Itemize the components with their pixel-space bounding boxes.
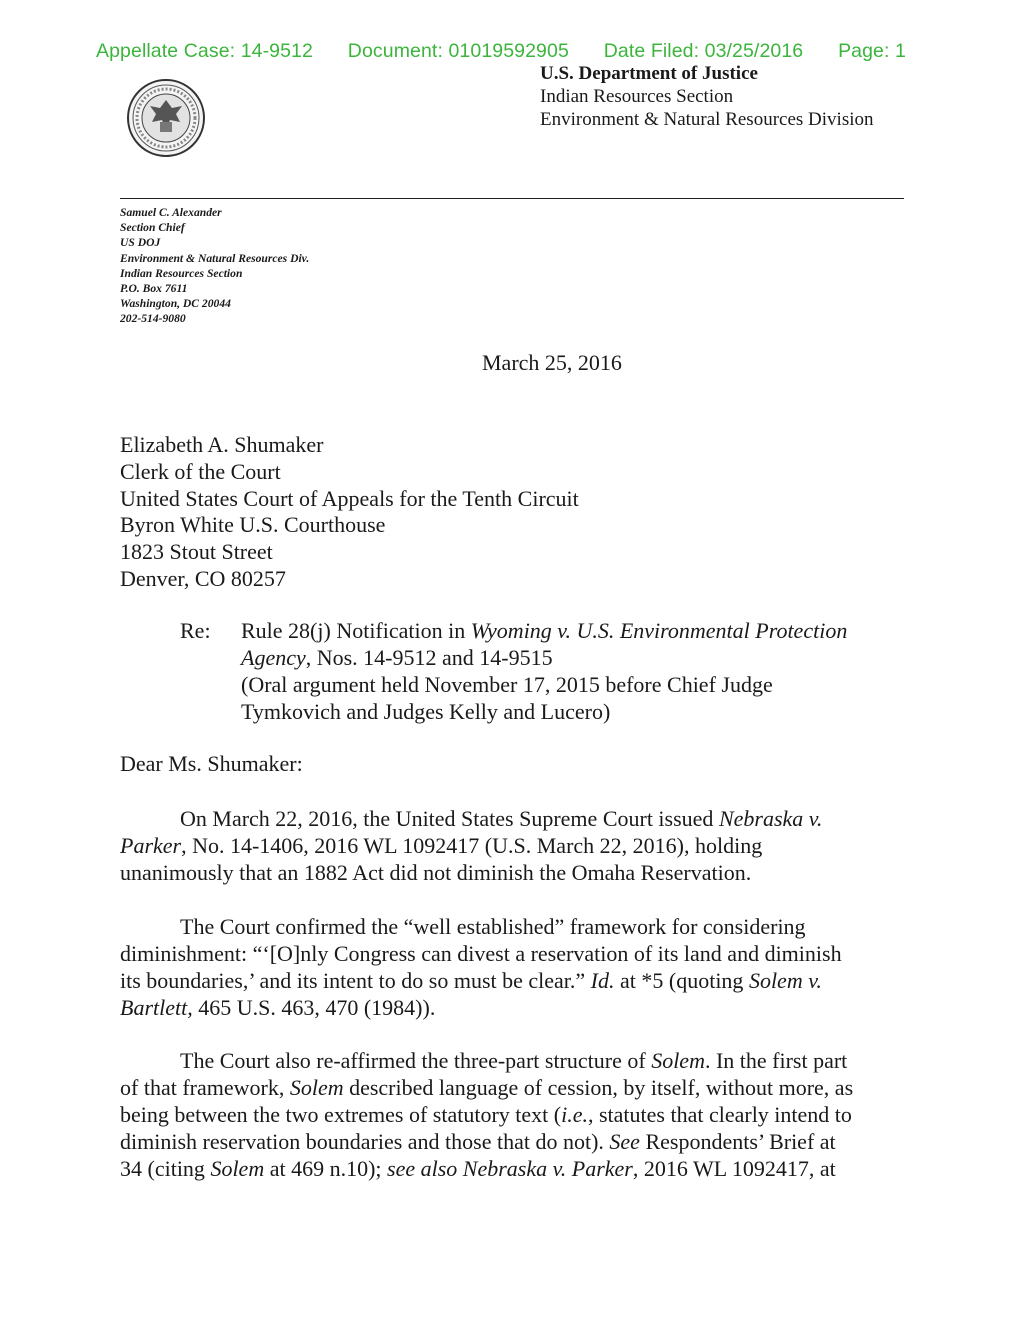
text: of that framework, (120, 1075, 290, 1100)
text: , No. 14-1406, 2016 WL 1092417 (U.S. March 22, 2016), holding (181, 833, 763, 858)
text: unanimously that an 1882 Act did not diminish the Omaha Reservation. (120, 860, 752, 885)
text: 34 (citing (120, 1156, 211, 1181)
sender-phone: 202-514-9080 (120, 312, 186, 326)
citation: See (609, 1129, 640, 1154)
sender-city: Washington, DC 20044 (120, 297, 231, 311)
sender-box: P.O. Box 7611 (120, 282, 188, 296)
doj-seal-icon (126, 78, 206, 158)
text: its boundaries,’ and its intent to do so must be clear.” (120, 968, 591, 993)
citation: Bartlett, (120, 995, 193, 1020)
case-name-cont: Agency (241, 645, 306, 670)
citation: Nebraska v. (718, 806, 823, 831)
text: , statutes that clearly intend to (587, 1102, 852, 1127)
section-name: Indian Resources Section (540, 86, 734, 107)
citation: Solem (651, 1048, 705, 1073)
date-filed: Date Filed: 03/25/2016 (603, 40, 804, 62)
re-text: Rule 28(j) Notification in (241, 618, 471, 643)
citation: Parker (120, 833, 182, 858)
text: at 469 n.10); (264, 1156, 388, 1181)
recipient-court: United States Court of Appeals for the Tenth Circuit (120, 485, 579, 511)
sender-name: Samuel C. Alexander (120, 206, 222, 219)
body-paragraph (120, 913, 910, 1021)
re-label: Re: (180, 618, 211, 643)
document-number: Document: 01019592905 (347, 40, 569, 62)
division-name: Environment & Natural Resources Division (540, 109, 874, 130)
citation: see also Nebraska v. Parker (387, 1156, 633, 1181)
text: being between the two extremes of statutory text ( (120, 1102, 562, 1127)
body-paragraph (120, 805, 910, 886)
case-name: Wyoming v. U.S. Environmental Protection (470, 618, 848, 643)
text: diminish reservation boundaries and those that do not). (120, 1129, 610, 1154)
sender-division: Environment & Natural Resources Div. (120, 251, 310, 265)
recipient-street: 1823 Stout Street (120, 539, 273, 565)
text: . In the first part (704, 1048, 848, 1073)
text: diminishment: “‘[O]nly Congress can divest a reservation of its land and diminish (120, 941, 842, 966)
citation: Solem (210, 1156, 265, 1181)
text: 465 U.S. 463, 470 (1984)). (192, 995, 436, 1020)
filing-header (96, 40, 906, 63)
text: On March 22, 2016, the United States Supreme Court issued (180, 806, 719, 831)
text: at *5 (quoting (614, 968, 749, 993)
citation: Solem (289, 1075, 344, 1100)
agency-block (540, 62, 874, 131)
text: The Court confirmed the “well established” framework for considering (180, 914, 806, 939)
oral-argument-judges: Tymkovich and Judges Kelly and Lucero) (241, 699, 611, 724)
department-name: U.S. Department of Justice (540, 63, 758, 84)
citation: i.e. (561, 1102, 588, 1127)
sender-section: Indian Resources Section (120, 266, 243, 280)
text: Respondents’ Brief at (639, 1129, 836, 1154)
salutation: Dear Ms. Shumaker: (120, 751, 303, 776)
letter-date: March 25, 2016 (482, 350, 622, 375)
text: , 2016 WL 1092417, at (632, 1156, 836, 1181)
citation: Solem v. (748, 968, 822, 993)
recipient-city: Denver, CO 80257 (120, 565, 286, 591)
sender-title: Section Chief (120, 221, 185, 235)
sender-org: US DOJ (120, 236, 161, 250)
text: The Court also re-affirmed the three-part structure of (180, 1048, 652, 1073)
text: described language of cession, by itself, without more, as (343, 1075, 854, 1100)
citation: Id. (590, 968, 615, 993)
case-numbers: , Nos. 14-9512 and 14-9515 (305, 645, 553, 670)
page-number: Page: 1 (838, 40, 906, 62)
recipient-address (120, 432, 579, 593)
oral-argument-note: (Oral argument held November 17, 2015 before Chief Judge (241, 672, 773, 697)
body-paragraph (120, 1047, 910, 1182)
recipient-name: Elizabeth A. Shumaker (120, 432, 324, 457)
re-subject (241, 617, 921, 725)
case-number: Appellate Case: 14-9512 (96, 40, 313, 62)
recipient-title: Clerk of the Court (120, 458, 281, 484)
recipient-building: Byron White U.S. Courthouse (120, 512, 386, 538)
letterhead-divider (120, 198, 904, 199)
sender-block (120, 205, 309, 327)
